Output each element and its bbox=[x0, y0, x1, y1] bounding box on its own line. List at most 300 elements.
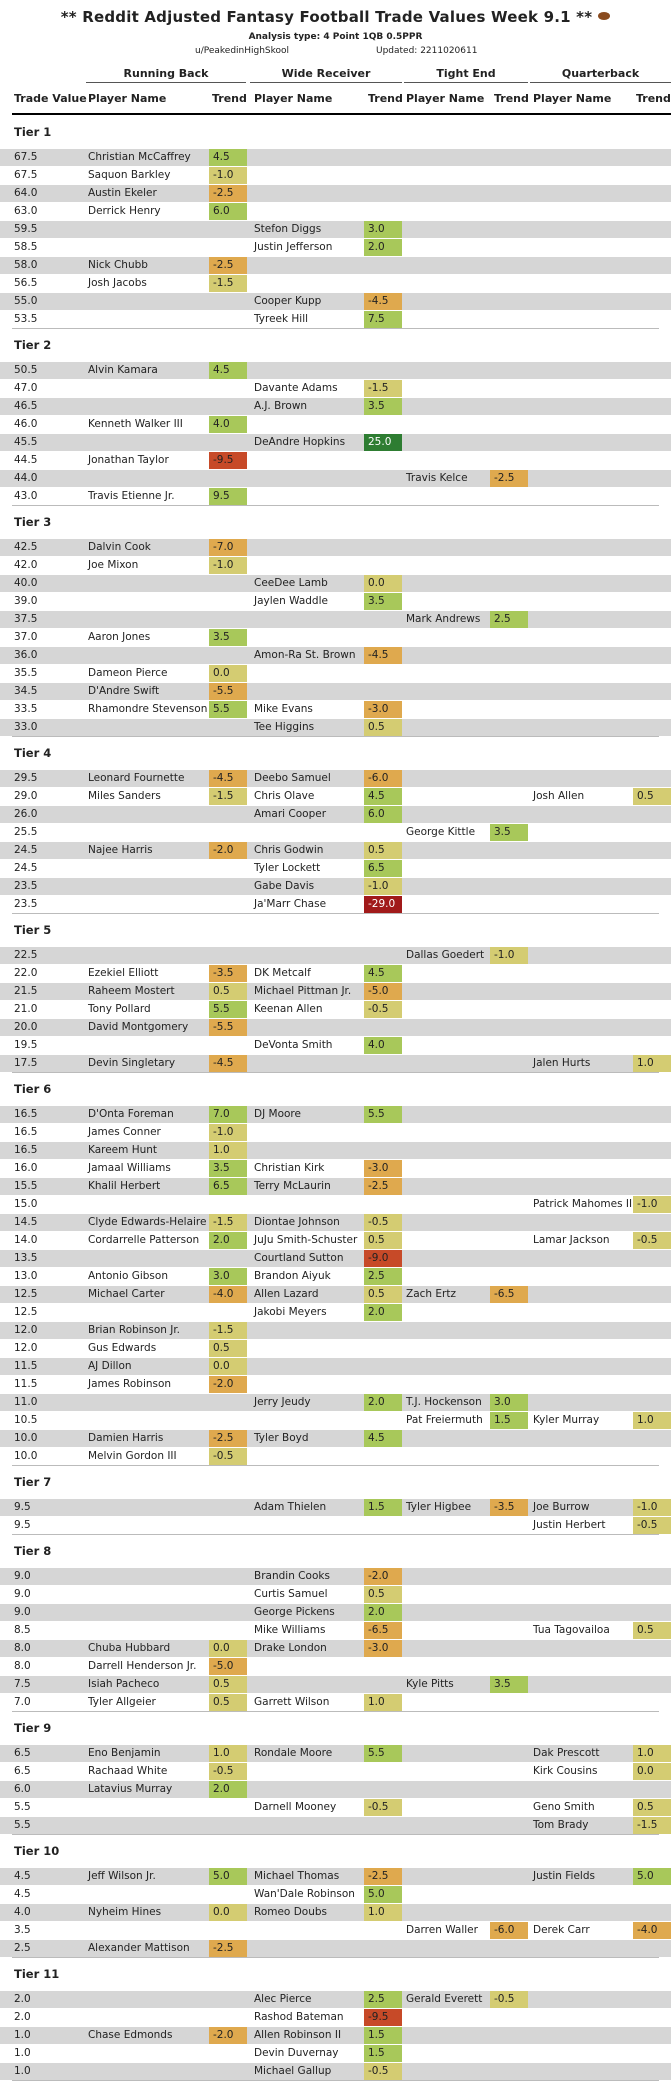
table-row bbox=[0, 718, 671, 736]
trade-value-table bbox=[0, 116, 671, 2081]
player-name-wr: Christian Kirk bbox=[254, 1162, 325, 1174]
trade-value: 44.0 bbox=[14, 472, 38, 484]
table-row bbox=[0, 1744, 671, 1762]
trend-cell-rb: -2.5 bbox=[209, 185, 247, 202]
trend-cell-rb: 6.5 bbox=[209, 1178, 247, 1195]
trade-value: 42.0 bbox=[14, 559, 38, 571]
trend-cell-wr: 2.0 bbox=[364, 1304, 402, 1321]
trade-value: 67.5 bbox=[14, 169, 38, 181]
trend-cell-wr: 4.5 bbox=[364, 1430, 402, 1447]
table-row bbox=[0, 1249, 671, 1267]
table-row bbox=[0, 1567, 671, 1585]
player-name-wr: Curtis Samuel bbox=[254, 1588, 328, 1600]
player-name-rb: Joe Mixon bbox=[88, 559, 139, 571]
trade-value: 59.5 bbox=[14, 223, 38, 235]
trend-cell-rb: -2.0 bbox=[209, 2027, 247, 2044]
trend-cell-wr: 2.0 bbox=[364, 1394, 402, 1411]
table-row bbox=[0, 1762, 671, 1780]
player-name-te: Tyler Higbee bbox=[406, 1501, 472, 1513]
table-row bbox=[0, 1285, 671, 1303]
player-name-te: Zach Ertz bbox=[406, 1288, 456, 1300]
player-name-rb: Miles Sanders bbox=[88, 790, 161, 802]
trend-cell-wr: 3.5 bbox=[364, 398, 402, 415]
trade-value: 8.0 bbox=[14, 1642, 31, 1654]
table-row bbox=[0, 1498, 671, 1516]
table-row bbox=[0, 1657, 671, 1675]
player-name-qb: Kyler Murray bbox=[533, 1414, 600, 1426]
trend-cell-qb: 1.0 bbox=[633, 1055, 671, 1072]
trend-cell-wr: 4.0 bbox=[364, 1037, 402, 1054]
trade-value: 21.0 bbox=[14, 1003, 38, 1015]
trend-cell-rb: 0.0 bbox=[209, 665, 247, 682]
trend-cell-wr: -4.5 bbox=[364, 293, 402, 310]
trend-cell-rb: 0.5 bbox=[209, 1676, 247, 1693]
table-row bbox=[0, 805, 671, 823]
player-name-rb: Nyheim Hines bbox=[88, 1906, 162, 1918]
table-row bbox=[0, 1939, 671, 1957]
trend-cell-rb: -1.5 bbox=[209, 788, 247, 805]
trend-cell-te: 1.5 bbox=[490, 1412, 528, 1429]
table-row bbox=[0, 2008, 671, 2026]
player-name-rb: Kareem Hunt bbox=[88, 1144, 158, 1156]
player-name-te: Pat Freiermuth bbox=[406, 1414, 483, 1426]
table-row bbox=[0, 1447, 671, 1465]
football-icon bbox=[598, 12, 610, 20]
table-row bbox=[0, 1321, 671, 1339]
col-wr-trend: Trend bbox=[368, 92, 403, 105]
player-name-wr: DeVonta Smith bbox=[254, 1039, 333, 1051]
player-name-qb: Dak Prescott bbox=[533, 1747, 600, 1759]
trade-value: 12.0 bbox=[14, 1342, 38, 1354]
trend-cell-wr: 3.0 bbox=[364, 221, 402, 238]
trend-cell-rb: -1.5 bbox=[209, 1322, 247, 1339]
table-row bbox=[0, 664, 671, 682]
player-name-wr: Allen Lazard bbox=[254, 1288, 319, 1300]
trend-cell-rb: 5.5 bbox=[209, 1001, 247, 1018]
player-name-wr: Drake London bbox=[254, 1642, 327, 1654]
table-row bbox=[0, 238, 671, 256]
player-name-rb: AJ Dillon bbox=[88, 1360, 132, 1372]
trend-cell-qb: 0.0 bbox=[633, 1763, 671, 1780]
header-rule bbox=[12, 113, 671, 115]
player-name-rb: Alexander Mattison bbox=[88, 1942, 190, 1954]
trade-value: 24.5 bbox=[14, 844, 38, 856]
trend-cell-wr: -6.0 bbox=[364, 770, 402, 787]
player-name-wr: Devin Duvernay bbox=[254, 2047, 339, 2059]
player-name-wr: Mike Evans bbox=[254, 703, 313, 715]
trend-cell-wr: 5.0 bbox=[364, 1886, 402, 1903]
tier-heading bbox=[0, 1958, 671, 1990]
trend-cell-wr: 0.5 bbox=[364, 842, 402, 859]
trend-cell-rb: -1.0 bbox=[209, 557, 247, 574]
player-name-wr: Chris Godwin bbox=[254, 844, 324, 856]
trade-value: 21.5 bbox=[14, 985, 38, 997]
player-name-wr: Rashod Bateman bbox=[254, 2011, 344, 2023]
trade-value: 17.5 bbox=[14, 1057, 38, 1069]
table-row bbox=[0, 574, 671, 592]
player-name-rb: Gus Edwards bbox=[88, 1342, 157, 1354]
table-row bbox=[0, 2062, 671, 2080]
player-name-wr: Romeo Doubs bbox=[254, 1906, 327, 1918]
trend-cell-wr: 2.0 bbox=[364, 1604, 402, 1621]
col-rb-trend: Trend bbox=[212, 92, 247, 105]
table-row bbox=[0, 682, 671, 700]
player-name-rb: Damien Harris bbox=[88, 1432, 164, 1444]
table-row bbox=[0, 964, 671, 982]
trend-cell-rb: -7.0 bbox=[209, 539, 247, 556]
player-name-te: Travis Kelce bbox=[406, 472, 468, 484]
trade-value: 40.0 bbox=[14, 577, 38, 589]
trade-value: 22.5 bbox=[14, 949, 38, 961]
player-name-te: Gerald Everett bbox=[406, 1993, 483, 2005]
table-row bbox=[0, 184, 671, 202]
group-wide-receiver: Wide Receiver bbox=[281, 67, 371, 80]
trade-value: 4.5 bbox=[14, 1888, 31, 1900]
table-row bbox=[0, 592, 671, 610]
trade-value: 25.5 bbox=[14, 826, 38, 838]
table-row bbox=[0, 1990, 671, 2008]
player-name-rb: Derrick Henry bbox=[88, 205, 161, 217]
trade-value: 34.5 bbox=[14, 685, 38, 697]
trend-cell-rb: 5.5 bbox=[209, 701, 247, 718]
trend-cell-wr: 5.5 bbox=[364, 1106, 402, 1123]
trade-value: 10.5 bbox=[14, 1414, 38, 1426]
col-te-trend: Trend bbox=[494, 92, 529, 105]
table-row bbox=[0, 220, 671, 238]
trade-value: 47.0 bbox=[14, 382, 38, 394]
trade-value: 58.0 bbox=[14, 259, 38, 271]
table-row bbox=[0, 1429, 671, 1447]
table-row bbox=[0, 1585, 671, 1603]
trade-value: 39.0 bbox=[14, 595, 38, 607]
trend-cell-te: 3.0 bbox=[490, 1394, 528, 1411]
player-name-rb: Isiah Pacheco bbox=[88, 1678, 160, 1690]
player-name-rb: Austin Ekeler bbox=[88, 187, 157, 199]
trend-cell-qb: 1.0 bbox=[633, 1745, 671, 1762]
trend-cell-rb: -1.0 bbox=[209, 1124, 247, 1141]
player-name-rb: Jonathan Taylor bbox=[88, 454, 169, 466]
trend-cell-rb: 3.5 bbox=[209, 1160, 247, 1177]
trend-cell-rb: 1.0 bbox=[209, 1745, 247, 1762]
tier-label: Tier 1 bbox=[14, 125, 52, 139]
trend-cell-rb: 0.0 bbox=[209, 1358, 247, 1375]
title-text: ** Reddit Adjusted Fantasy Football Trade Values Week 9.1 ** bbox=[60, 8, 593, 26]
table-row bbox=[0, 310, 671, 328]
trend-cell-wr: -0.5 bbox=[364, 1799, 402, 1816]
trend-cell-qb: -1.0 bbox=[633, 1499, 671, 1516]
trend-cell-qb: 0.5 bbox=[633, 1622, 671, 1639]
trend-cell-rb: 4.0 bbox=[209, 416, 247, 433]
trend-cell-rb: 9.5 bbox=[209, 488, 247, 505]
table-row bbox=[0, 292, 671, 310]
table-row bbox=[0, 1885, 671, 1903]
trend-cell-rb: -0.5 bbox=[209, 1763, 247, 1780]
trend-cell-wr: 1.5 bbox=[364, 2027, 402, 2044]
player-name-wr: Justin Jefferson bbox=[254, 241, 333, 253]
trend-cell-rb: 5.0 bbox=[209, 1868, 247, 1885]
tier-label: Tier 2 bbox=[14, 338, 52, 352]
table-row bbox=[0, 379, 671, 397]
trade-value: 56.5 bbox=[14, 277, 38, 289]
trend-cell-wr: -9.0 bbox=[364, 1250, 402, 1267]
trade-value: 26.0 bbox=[14, 808, 38, 820]
trend-cell-wr: 25.0 bbox=[364, 434, 402, 451]
trend-cell-wr: -3.0 bbox=[364, 701, 402, 718]
tier-heading bbox=[0, 329, 671, 361]
trade-value: 19.5 bbox=[14, 1039, 38, 1051]
trend-cell-wr: -0.5 bbox=[364, 1001, 402, 1018]
player-name-wr: Gabe Davis bbox=[254, 880, 315, 892]
trade-value: 9.0 bbox=[14, 1606, 31, 1618]
player-name-rb: Brian Robinson Jr. bbox=[88, 1324, 181, 1336]
player-name-wr: Alec Pierce bbox=[254, 1993, 312, 2005]
table-row bbox=[0, 1903, 671, 1921]
table-row bbox=[0, 1267, 671, 1285]
player-name-wr: Deebo Samuel bbox=[254, 772, 331, 784]
trade-value: 9.5 bbox=[14, 1519, 31, 1531]
trade-value: 6.5 bbox=[14, 1765, 31, 1777]
table-row bbox=[0, 1867, 671, 1885]
trade-value: 6.5 bbox=[14, 1747, 31, 1759]
trend-cell-te: 3.5 bbox=[490, 824, 528, 841]
player-name-rb: Najee Harris bbox=[88, 844, 153, 856]
trend-cell-wr: -9.5 bbox=[364, 2009, 402, 2026]
table-row bbox=[0, 1123, 671, 1141]
player-name-rb: D'Andre Swift bbox=[88, 685, 160, 697]
trend-cell-wr: 0.5 bbox=[364, 1232, 402, 1249]
player-name-rb: Travis Etienne Jr. bbox=[88, 490, 175, 502]
trend-cell-wr: 1.5 bbox=[364, 2045, 402, 2062]
table-row bbox=[0, 628, 671, 646]
table-row bbox=[0, 1693, 671, 1711]
trend-cell-qb: -1.0 bbox=[633, 1196, 671, 1213]
tier-label: Tier 7 bbox=[14, 1475, 52, 1489]
trend-cell-wr: 7.5 bbox=[364, 311, 402, 328]
trade-value: 15.5 bbox=[14, 1180, 38, 1192]
trend-cell-rb: 0.0 bbox=[209, 1904, 247, 1921]
player-name-wr: Tyler Lockett bbox=[254, 862, 321, 874]
trade-value: 2.0 bbox=[14, 2011, 31, 2023]
trend-cell-rb: -1.0 bbox=[209, 167, 247, 184]
player-name-wr: Jaylen Waddle bbox=[254, 595, 328, 607]
trade-value: 43.0 bbox=[14, 490, 38, 502]
player-name-rb: Christian McCaffrey bbox=[88, 151, 191, 163]
trade-value: 6.0 bbox=[14, 1783, 31, 1795]
trend-cell-rb: -5.5 bbox=[209, 683, 247, 700]
trend-cell-rb: -3.5 bbox=[209, 965, 247, 982]
player-name-rb: Chase Edmonds bbox=[88, 2029, 173, 2041]
trend-cell-rb: -2.5 bbox=[209, 257, 247, 274]
trade-value: 16.5 bbox=[14, 1144, 38, 1156]
trade-value: 4.0 bbox=[14, 1906, 31, 1918]
group-underline bbox=[530, 82, 671, 83]
table-row bbox=[0, 823, 671, 841]
player-name-qb: Justin Fields bbox=[533, 1870, 595, 1882]
player-name-rb: James Robinson bbox=[88, 1378, 172, 1390]
trend-cell-rb: -5.5 bbox=[209, 1019, 247, 1036]
trade-value: 33.0 bbox=[14, 721, 38, 733]
player-name-wr: CeeDee Lamb bbox=[254, 577, 328, 589]
trade-value: 45.5 bbox=[14, 436, 38, 448]
player-name-wr: Terry McLaurin bbox=[254, 1180, 331, 1192]
table-row bbox=[0, 1798, 671, 1816]
tier-label: Tier 9 bbox=[14, 1721, 52, 1735]
player-name-qb: Justin Herbert bbox=[533, 1519, 606, 1531]
table-row bbox=[0, 1675, 671, 1693]
player-name-wr: Amari Cooper bbox=[254, 808, 327, 820]
trend-cell-wr: -1.5 bbox=[364, 380, 402, 397]
table-row bbox=[0, 166, 671, 184]
trade-value: 22.0 bbox=[14, 967, 38, 979]
table-row bbox=[0, 1393, 671, 1411]
tier-label: Tier 8 bbox=[14, 1544, 52, 1558]
table-row bbox=[0, 1195, 671, 1213]
player-name-rb: Jamaal Williams bbox=[88, 1162, 171, 1174]
tier-heading bbox=[0, 914, 671, 946]
trend-cell-wr: -6.5 bbox=[364, 1622, 402, 1639]
trade-value: 11.0 bbox=[14, 1396, 38, 1408]
table-row bbox=[0, 1516, 671, 1534]
trend-cell-wr: 6.5 bbox=[364, 860, 402, 877]
trade-value: 16.0 bbox=[14, 1162, 38, 1174]
trend-cell-wr: 4.5 bbox=[364, 965, 402, 982]
trend-cell-qb: 0.5 bbox=[633, 1799, 671, 1816]
player-name-wr: Tyreek Hill bbox=[254, 313, 309, 325]
table-row bbox=[0, 202, 671, 220]
table-row bbox=[0, 1000, 671, 1018]
trend-cell-wr: 1.5 bbox=[364, 1499, 402, 1516]
player-name-wr: Courtland Sutton bbox=[254, 1252, 344, 1264]
trend-cell-rb: -2.5 bbox=[209, 1430, 247, 1447]
table-row bbox=[0, 1816, 671, 1834]
player-name-wr: Michael Pittman Jr. bbox=[254, 985, 352, 997]
trade-value: 46.0 bbox=[14, 418, 38, 430]
trade-value: 20.0 bbox=[14, 1021, 38, 1033]
trade-value: 11.5 bbox=[14, 1378, 38, 1390]
player-name-rb: Raheem Mostert bbox=[88, 985, 175, 997]
player-name-qb: Josh Allen bbox=[533, 790, 585, 802]
trend-cell-rb: 2.0 bbox=[209, 1781, 247, 1798]
trade-value: 11.5 bbox=[14, 1360, 38, 1372]
player-name-qb: Kirk Cousins bbox=[533, 1765, 598, 1777]
player-name-te: Mark Andrews bbox=[406, 613, 481, 625]
table-row bbox=[0, 1411, 671, 1429]
table-row bbox=[0, 895, 671, 913]
trade-value: 35.5 bbox=[14, 667, 38, 679]
player-name-rb: Jeff Wilson Jr. bbox=[88, 1870, 156, 1882]
player-name-wr: Diontae Johnson bbox=[254, 1216, 340, 1228]
player-name-te: T.J. Hockenson bbox=[406, 1396, 482, 1408]
trade-value: 12.5 bbox=[14, 1288, 38, 1300]
trend-cell-wr: 6.0 bbox=[364, 806, 402, 823]
player-name-rb: Tyler Allgeier bbox=[88, 1696, 156, 1708]
trade-value: 5.5 bbox=[14, 1819, 31, 1831]
player-name-qb: Tom Brady bbox=[533, 1819, 589, 1831]
player-name-rb: David Montgomery bbox=[88, 1021, 189, 1033]
trend-cell-te: 3.5 bbox=[490, 1676, 528, 1693]
player-name-wr: Michael Thomas bbox=[254, 1870, 340, 1882]
player-name-te: Dallas Goedert bbox=[406, 949, 485, 961]
trade-value: 1.0 bbox=[14, 2065, 31, 2077]
trend-cell-rb: -2.0 bbox=[209, 842, 247, 859]
trade-value: 16.5 bbox=[14, 1108, 38, 1120]
player-name-wr: DK Metcalf bbox=[254, 967, 311, 979]
trade-value: 8.5 bbox=[14, 1624, 31, 1636]
trend-cell-rb: 6.0 bbox=[209, 203, 247, 220]
group-quarterback: Quarterback bbox=[561, 67, 640, 80]
player-name-rb: Latavius Murray bbox=[88, 1783, 173, 1795]
table-row bbox=[0, 1054, 671, 1072]
player-name-rb: Saquon Barkley bbox=[88, 169, 171, 181]
player-name-rb: Dameon Pierce bbox=[88, 667, 168, 679]
trade-value: 9.5 bbox=[14, 1501, 31, 1513]
player-name-wr: Wan'Dale Robinson bbox=[254, 1888, 355, 1900]
player-name-rb: Nick Chubb bbox=[88, 259, 148, 271]
player-name-wr: Michael Gallup bbox=[254, 2065, 332, 2077]
group-underline bbox=[86, 82, 246, 83]
trend-cell-wr: -2.5 bbox=[364, 1178, 402, 1195]
tier-heading bbox=[0, 1073, 671, 1105]
table-row bbox=[0, 1303, 671, 1321]
trade-value: 1.0 bbox=[14, 2047, 31, 2059]
table-row bbox=[0, 274, 671, 292]
trend-cell-rb: 7.0 bbox=[209, 1106, 247, 1123]
player-name-wr: Ja'Marr Chase bbox=[254, 898, 327, 910]
table-row bbox=[0, 1921, 671, 1939]
tier-label: Tier 10 bbox=[14, 1844, 60, 1858]
trend-cell-wr: 0.5 bbox=[364, 1286, 402, 1303]
player-name-wr: Davante Adams bbox=[254, 382, 338, 394]
table-row bbox=[0, 700, 671, 718]
player-name-wr: Rondale Moore bbox=[254, 1747, 333, 1759]
trade-value: 9.0 bbox=[14, 1570, 31, 1582]
trend-cell-qb: -4.0 bbox=[633, 1922, 671, 1939]
table-row bbox=[0, 2044, 671, 2062]
trade-value: 12.5 bbox=[14, 1306, 38, 1318]
player-name-rb: James Conner bbox=[88, 1126, 161, 1138]
updated-stamp: Updated: 2211020611 bbox=[376, 46, 478, 56]
player-name-rb: Clyde Edwards-Helaire bbox=[88, 1216, 207, 1228]
trend-cell-rb: -0.5 bbox=[209, 1448, 247, 1465]
trade-value: 7.0 bbox=[14, 1696, 31, 1708]
player-name-qb: Tua Tagovailoa bbox=[533, 1624, 610, 1636]
table-row bbox=[0, 361, 671, 379]
author: u/PeakedinHighSkool bbox=[195, 46, 290, 56]
player-name-rb: Alvin Kamara bbox=[88, 364, 158, 376]
tier-label: Tier 4 bbox=[14, 746, 52, 760]
trend-cell-wr: 3.5 bbox=[364, 593, 402, 610]
trade-value: 55.0 bbox=[14, 295, 38, 307]
trend-cell-te: -3.5 bbox=[490, 1499, 528, 1516]
trend-cell-te: 2.5 bbox=[490, 611, 528, 628]
trade-value: 1.0 bbox=[14, 2029, 31, 2041]
trade-value: 36.0 bbox=[14, 649, 38, 661]
trend-cell-wr: 0.5 bbox=[364, 719, 402, 736]
trend-cell-qb: -0.5 bbox=[633, 1517, 671, 1534]
trend-cell-wr: -4.5 bbox=[364, 647, 402, 664]
trend-cell-rb: -4.0 bbox=[209, 1286, 247, 1303]
trend-cell-qb: 1.0 bbox=[633, 1412, 671, 1429]
trade-value: 14.0 bbox=[14, 1234, 38, 1246]
trend-cell-rb: -9.5 bbox=[209, 452, 247, 469]
col-trade-value: Trade Value bbox=[14, 92, 87, 105]
trade-value: 46.5 bbox=[14, 400, 38, 412]
trade-value: 10.0 bbox=[14, 1432, 38, 1444]
player-name-rb: Kenneth Walker III bbox=[88, 418, 183, 430]
player-name-qb: Patrick Mahomes II bbox=[533, 1198, 633, 1210]
page-title bbox=[0, 8, 671, 26]
col-te-player: Player Name bbox=[406, 92, 485, 105]
